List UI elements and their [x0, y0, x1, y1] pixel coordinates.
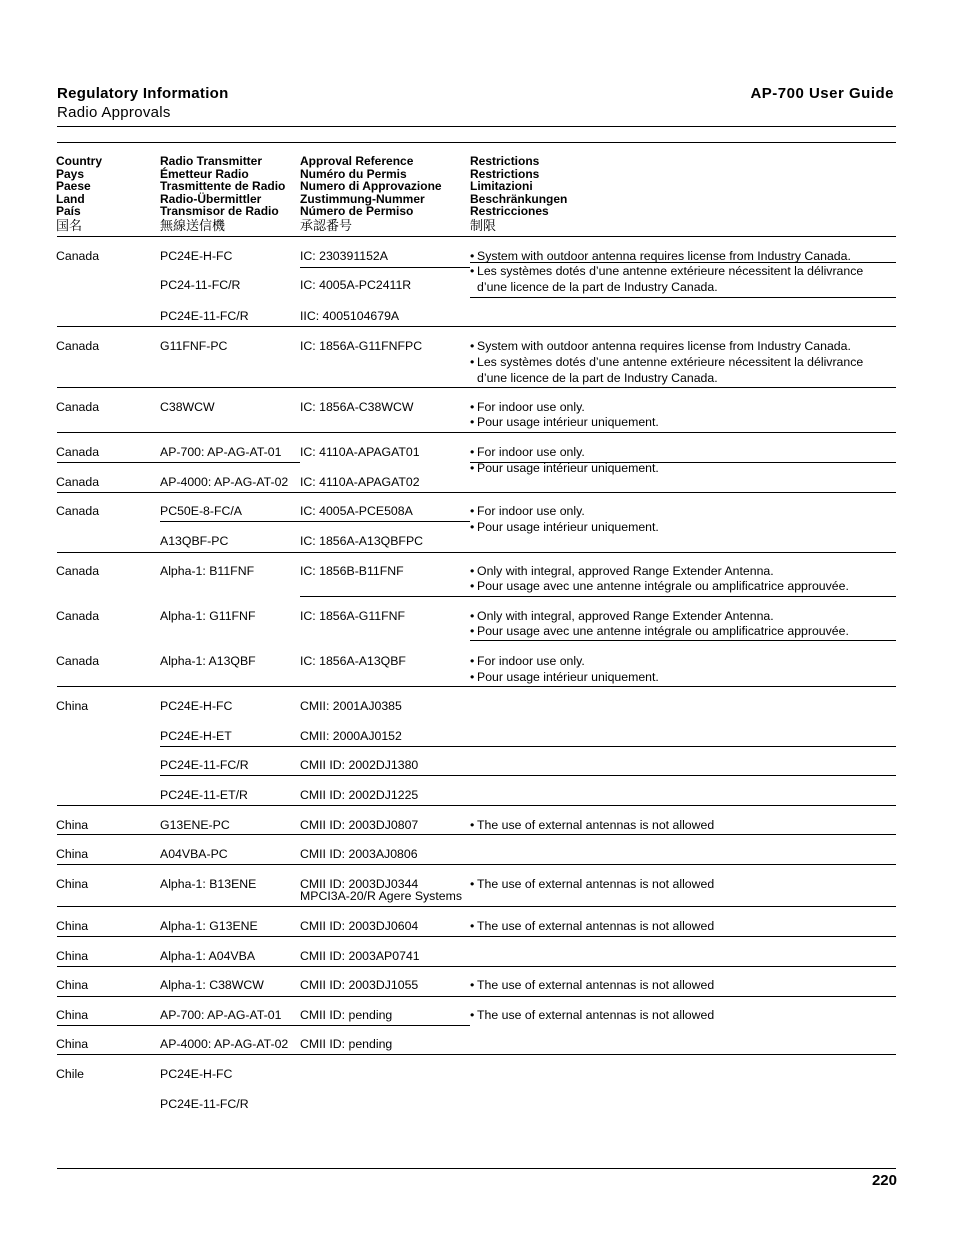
bullet-icon: •	[470, 520, 475, 534]
restriction-bullet	[470, 579, 849, 595]
restriction-bullet	[470, 564, 774, 580]
cell-country: China	[56, 847, 89, 861]
restriction-text: For indoor use only.	[477, 504, 585, 518]
cell-approval: CMII ID: 2003DJ0604	[300, 919, 419, 933]
row-separator	[57, 864, 896, 865]
restriction-bullet	[470, 624, 849, 640]
restriction-text: Pour usage avec une antenne intégrale ou amplificatrice approuvée.	[477, 579, 849, 593]
bullet-icon: •	[470, 654, 475, 668]
bullet-icon: •	[470, 355, 475, 369]
row-separator	[470, 640, 896, 641]
row-separator	[57, 996, 896, 997]
cell-country: Canada	[56, 400, 100, 414]
cell-transmitter: PC24E-11-ET/R	[160, 788, 248, 802]
restriction-text: Pour usage intérieur uniquement.	[477, 670, 659, 684]
restriction-bullet	[470, 461, 659, 477]
restriction-bullet	[470, 919, 714, 935]
bullet-icon: •	[470, 609, 475, 623]
row-separator	[300, 521, 470, 522]
row-separator	[57, 966, 896, 967]
cell-transmitter: PC24-11-FC/R	[160, 278, 241, 292]
bullet-icon: •	[470, 978, 475, 992]
cell-approval: IC: 1856A-C38WCW	[300, 400, 414, 414]
cell-approval: IC: 4110A-APAGAT01	[300, 445, 420, 459]
cell-approval: IC: 1856A-G11FNFPC	[300, 339, 423, 353]
cell-transmitter: PC24E-11-FC/R	[160, 309, 249, 323]
cell-country: China	[56, 949, 89, 963]
cell-approval: IC: 230391152A	[300, 249, 388, 263]
section-title: Regulatory Information	[57, 85, 229, 102]
cell-transmitter: PC24E-11-FC/R	[160, 1097, 249, 1111]
cell-approval: IC: 4110A-APAGAT02	[300, 475, 420, 489]
cell-transmitter: PC24E-H-FC	[160, 249, 233, 263]
cell-country: Canada	[56, 609, 100, 623]
restriction-text-continued: d’une licence de la part de Industry Canada.	[477, 370, 718, 385]
cell-transmitter: G13ENE-PC	[160, 818, 230, 832]
cell-approval: CMII ID: 2002DJ1380	[300, 758, 419, 772]
cell-country: Canada	[56, 249, 100, 263]
cell-transmitter: A13QBF-PC	[160, 534, 229, 548]
table-top-rule	[57, 142, 896, 143]
row-separator	[57, 432, 896, 433]
row-separator	[57, 805, 896, 806]
restriction-text: The use of external antennas is not allowed	[477, 919, 715, 933]
cell-country: China	[56, 1037, 89, 1051]
cell-country: China	[56, 919, 89, 933]
restriction-text: The use of external antennas is not allowed	[477, 978, 715, 992]
row-separator	[57, 492, 896, 493]
row-separator	[57, 552, 896, 553]
row-separator	[160, 521, 300, 522]
cell-approval: IC: 4005A-PCE508A	[300, 504, 413, 518]
cell-country: Canada	[56, 654, 100, 668]
row-separator	[470, 297, 896, 298]
row-separator	[57, 1054, 896, 1055]
cell-approval: IC: 1856A-A13QBFPC	[300, 534, 424, 548]
cell-transmitter: Alpha-1: A04VBA	[160, 949, 256, 963]
cell-transmitter: G11FNF-PC	[160, 339, 228, 353]
cell-approval: IC: 4005A-PC2411R	[300, 278, 412, 292]
cell-country: Canada	[56, 475, 100, 489]
restriction-bullet	[470, 1008, 714, 1024]
cell-approval: CMII: 2001AJ0385	[300, 699, 402, 713]
cell-transmitter: AP-700: AP-AG-AT-01	[160, 1008, 282, 1022]
restriction-bullet	[470, 978, 714, 994]
bullet-icon: •	[470, 564, 475, 578]
cell-approval: IIC: 4005104679A	[300, 309, 400, 323]
cell-country: Canada	[56, 564, 100, 578]
cell-approval: IC: 1856A-A13QBF	[300, 654, 406, 668]
row-separator	[57, 462, 300, 463]
restriction-bullet	[470, 818, 714, 834]
cell-approval: CMII ID: 2003AJ0806	[300, 847, 418, 861]
cell-transmitter: AP-4000: AP-AG-AT-02	[160, 1037, 289, 1051]
restriction-bullet	[470, 355, 863, 386]
cell-country: China	[56, 699, 89, 713]
guide-title: AP-700 User Guide	[750, 85, 894, 102]
restriction-text: System with outdoor antenna requires license from Industry Canada.	[477, 249, 851, 263]
row-separator	[160, 746, 896, 747]
cell-transmitter: PC50E-8-FC/A	[160, 504, 243, 518]
cell-country: China	[56, 1008, 89, 1022]
cell-approval: IC: 1856A-G11FNF	[300, 609, 406, 623]
cell-country: Chile	[56, 1067, 85, 1081]
restriction-text: For indoor use only.	[477, 445, 585, 459]
cell-approval: CMII ID: 2002DJ1225	[300, 788, 419, 802]
cell-approval: CMII ID: pending	[300, 1008, 393, 1022]
bullet-icon: •	[470, 445, 475, 459]
row-separator	[300, 267, 470, 268]
header-divider	[57, 126, 896, 127]
cell-approval: CMII ID: 2003DJ0344	[300, 877, 419, 891]
restriction-text: Only with integral, approved Range Extender Antenna.	[477, 564, 774, 578]
cell-transmitter: Alpha-1: G13ENE	[160, 919, 258, 933]
cell-transmitter: Alpha-1: C38WCW	[160, 978, 264, 992]
column-header-country: Country Pays Paese Land País 国名	[56, 154, 102, 233]
bullet-icon: •	[470, 504, 475, 518]
restriction-text: The use of external antennas is not allowed	[477, 818, 715, 832]
bullet-icon: •	[470, 877, 475, 891]
restriction-text: Pour usage avec une antenne intégrale ou amplificatrice approuvée.	[477, 624, 849, 638]
restriction-text: Only with integral, approved Range Extender Antenna.	[477, 609, 774, 623]
restriction-bullet	[470, 670, 659, 686]
restriction-text: Les systèmes dotés d’une antenne extérieure nécessitent la délivrance	[477, 355, 864, 369]
row-separator	[57, 1025, 470, 1026]
restriction-bullet	[470, 609, 774, 625]
restriction-text: Les systèmes dotés d’une antenne extérieure nécessitent la délivrance	[477, 264, 864, 278]
row-separator	[470, 262, 896, 263]
cell-country: China	[56, 818, 89, 832]
bullet-icon: •	[470, 579, 475, 593]
cell-approval: CMII ID: 2003DJ1055	[300, 978, 419, 992]
column-header-restrictions: Restrictions Restrictions Limitazioni Beschränkungen Restricciones 制限	[470, 154, 568, 233]
row-separator	[57, 906, 896, 907]
cell-approval: CMII ID: 2003AP0741	[300, 949, 420, 963]
cell-transmitter: PC24E-H-FC	[160, 699, 233, 713]
restriction-text: The use of external antennas is not allowed	[477, 877, 715, 891]
cell-transmitter: PC24E-H-FC	[160, 1067, 233, 1081]
restriction-bullet	[470, 415, 659, 431]
cell-country: Canada	[56, 339, 100, 353]
restriction-text: The use of external antennas is not allowed	[477, 1008, 715, 1022]
bullet-icon: •	[470, 264, 475, 278]
cell-country: Canada	[56, 445, 100, 459]
cell-transmitter: PC24E-H-ET	[160, 729, 232, 743]
restriction-text: For indoor use only.	[477, 400, 585, 414]
restriction-bullet	[470, 877, 714, 893]
cell-country: China	[56, 978, 89, 992]
bullet-icon: •	[470, 400, 475, 414]
bullet-icon: •	[470, 1008, 475, 1022]
cell-approval: CMII ID: 2003DJ0807	[300, 818, 419, 832]
page-number: 220	[871, 1172, 897, 1189]
column-header-transmitter: Radio Transmitter Émetteur Radio Trasmittente de Radio Radio-Übermittler Transmisor de Radio 無線送信機	[160, 154, 286, 233]
row-separator	[57, 936, 896, 937]
restriction-bullet	[470, 264, 863, 295]
row-separator	[300, 596, 896, 597]
cell-country: Canada	[56, 504, 100, 518]
bullet-icon: •	[470, 415, 475, 429]
restriction-bullet	[470, 339, 851, 355]
restriction-text: Pour usage intérieur uniquement.	[477, 520, 659, 534]
restriction-text: Pour usage intérieur uniquement.	[477, 415, 659, 429]
cell-transmitter: C38WCW	[160, 400, 215, 414]
bullet-icon: •	[470, 624, 475, 638]
cell-transmitter: A04VBA-PC	[160, 847, 228, 861]
bullet-icon: •	[470, 339, 475, 353]
cell-approval: CMII ID: pending	[300, 1037, 393, 1051]
column-header-rule	[57, 236, 896, 237]
row-separator	[57, 834, 896, 835]
cell-approval: IC: 1856B-B11FNF	[300, 564, 404, 578]
row-separator	[160, 775, 896, 776]
row-separator	[57, 686, 896, 687]
cell-transmitter: Alpha-1: A13QBF	[160, 654, 256, 668]
restriction-bullet	[470, 520, 659, 536]
cell-transmitter: Alpha-1: B13ENE	[160, 877, 257, 891]
cell-transmitter: Alpha-1: B11FNF	[160, 564, 255, 578]
restriction-text: For indoor use only.	[477, 654, 585, 668]
cell-approval-secondary: MPCI3A-20/R Agere Systems	[300, 889, 462, 903]
bullet-icon: •	[470, 249, 475, 263]
cell-transmitter: PC24E-11-FC/R	[160, 758, 249, 772]
bullet-icon: •	[470, 461, 475, 475]
cell-transmitter: AP-4000: AP-AG-AT-02	[160, 475, 289, 489]
cell-transmitter: Alpha-1: G11FNF	[160, 609, 256, 623]
restriction-text: System with outdoor antenna requires license from Industry Canada.	[477, 339, 851, 353]
row-separator	[57, 326, 896, 327]
subsection-title: Radio Approvals	[57, 104, 171, 121]
column-header-approval: Approval Reference Numéro du Permis Numero di Approvazione Zustimmung-Nummer Número de Permiso 承認番号	[300, 154, 442, 233]
cell-transmitter: AP-700: AP-AG-AT-01	[160, 445, 282, 459]
restriction-bullet	[470, 504, 585, 520]
restriction-text: Pour usage intérieur uniquement.	[477, 461, 659, 475]
row-separator	[57, 387, 896, 388]
restriction-bullet	[470, 445, 585, 461]
restriction-bullet	[470, 400, 585, 416]
bullet-icon: •	[470, 818, 475, 832]
bullet-icon: •	[470, 919, 475, 933]
cell-country: China	[56, 877, 89, 891]
restriction-bullet	[470, 654, 585, 670]
restriction-text-continued: d’une licence de la part de Industry Canada.	[477, 279, 718, 294]
bullet-icon: •	[470, 670, 475, 684]
row-separator	[470, 462, 896, 463]
cell-approval: CMII: 2000AJ0152	[300, 729, 402, 743]
footer-rule	[57, 1168, 896, 1169]
